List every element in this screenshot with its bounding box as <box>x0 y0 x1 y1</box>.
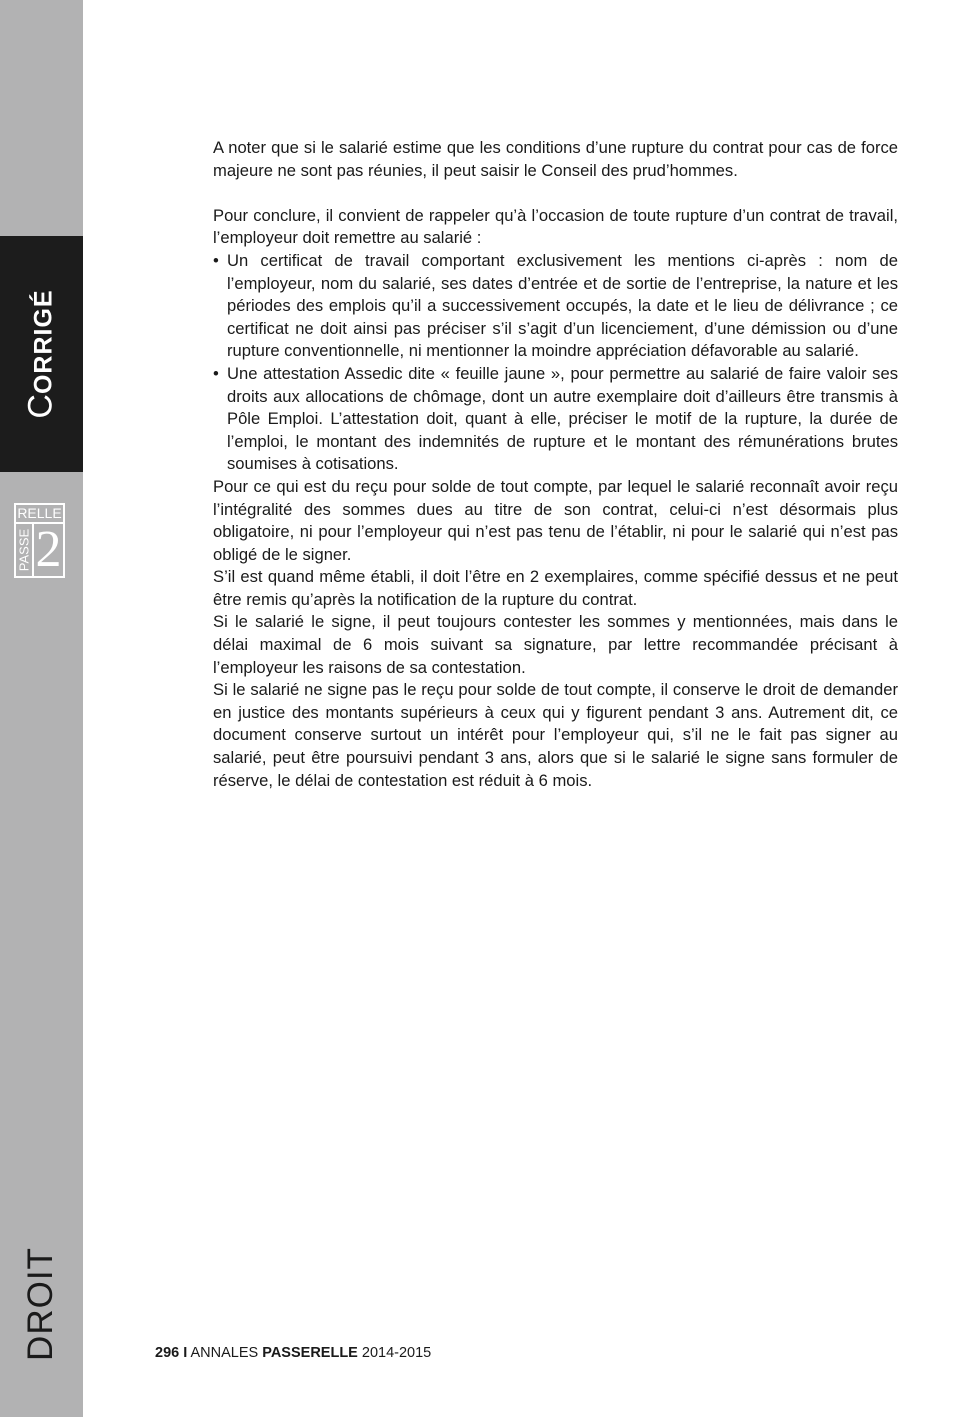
sidebar <box>0 0 83 1417</box>
paragraph: Si le salarié ne signe pas le reçu pour solde de tout compte, il conserve le droit de demander en justice des montants supérieurs à ceux qui y figurent pendant 3 ans. Autrement dit, ce document conserve surtout un intérêt pour l’employeur qui, s’il ne le fait pas signer au salarié, peut être poursuivi pendant 3 ans, alors que si le salarié le signe sans formuler de réserve, le délai de contestation est réduit à 6 mois. <box>213 680 898 790</box>
section-title-rest: ORRIGÉ <box>29 289 58 395</box>
paragraph: A noter que si le salarié estime que les conditions d’une rupture du contrat pour cas de force majeure ne sont pas réunies, il peut saisir le Conseil des prud’hommes. <box>213 138 898 180</box>
page-footer <box>155 1345 431 1361</box>
footer-years: 2014-2015 <box>361 1345 432 1361</box>
section-title-initial: C <box>21 394 60 419</box>
logo-top-text: RELLE <box>16 505 63 524</box>
logo-side-text: PASSE <box>16 528 32 572</box>
paragraph: Pour ce qui est du reçu pour solde de tout compte, par lequel le salarié reconnaît avoir reçu l’intégralité des sommes dues au titre de son contrat, celui-ci n’est désormais plus obligatoire, ni pour l’employeur qui n’est pas tenu de l’établir, ni pour le salarié qui n’est pas obligé de le signer. <box>213 476 898 564</box>
list-item: • Un certificat de travail comportant exclusivement les mentions ci-après : nom de l’employeur, nom du salarié, ses dates d’entrée et de sortie de l’entreprise, la nature et les périodes des emplois qu’il a successivement occupés, la date et le lieu de délivrance ; ce certificat ne doit ainsi pas préciser s’il s’agit d’un licenciement, d’une démission ou d’une rupture conventionnelle, ni mentionner la moindre appréciation défavorable au salarié. <box>213 250 898 363</box>
section-title <box>22 289 61 418</box>
footer-separator: I <box>183 1345 188 1361</box>
paragraph: Si le salarié le signe, il peut toujours contester les sommes y mentionnées, mais dans le délai maximal de 6 mois suivant sa signature, par lettre recommandée précisant à l’employeur les raisons de sa contestation. <box>213 612 898 677</box>
logo-side <box>16 522 34 576</box>
paragraph: Pour conclure, il convient de rappeler qu’à l’occasion de toute rupture d’un contrat de travail, l’employeur doit remettre au salarié : <box>213 205 898 248</box>
logo-number: 2 <box>35 521 62 578</box>
bullet-list <box>213 250 898 476</box>
page-body <box>213 137 898 792</box>
footer-annales: ANNALES <box>190 1345 259 1361</box>
subject-label: DROIT <box>21 1247 60 1361</box>
page-number: 296 <box>155 1345 180 1361</box>
passerelle-2-logo <box>14 503 65 578</box>
list-item: • Une attestation Assedic dite « feuille jaune », pour permettre au salarié de faire valoir ses droits aux allocations de chômage, dont un autre exemplaire doit d’ailleurs être transmis à Pôle Emploi. L’attestation doit, quant à elle, préciser le motif de la rupture, la durée de l’emploi, le montant des indemnités de rupture et le montant des rémunérations brutes soumises à cotisations. <box>213 363 898 476</box>
paragraph: S’il est quand même établi, il doit l’être en 2 exemplaires, comme spécifié dessus et ne peut être remis qu’après la notification de la rupture du contrat. <box>213 567 898 609</box>
footer-brand: PASSERELLE <box>262 1345 358 1361</box>
